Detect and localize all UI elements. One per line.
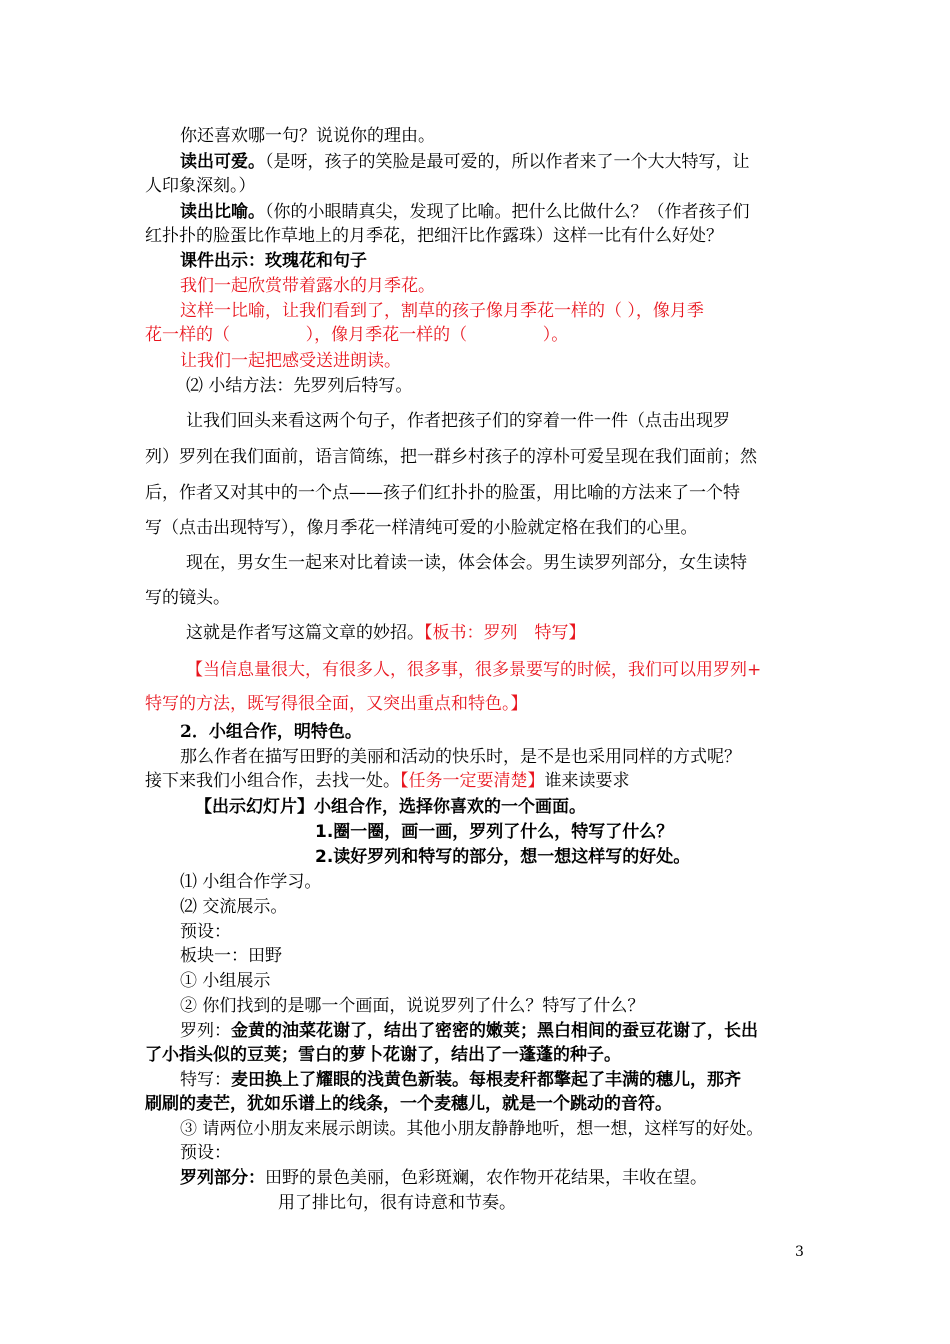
text-line: 你还喜欢哪一句？说说你的理由。 (180, 126, 435, 146)
text-line: 预设： (180, 922, 231, 942)
red-text-line: 我们一起欣赏带着露水的月季花。 (180, 276, 435, 296)
text-span: 接下来我们小组合作，去找一处。 (145, 771, 400, 791)
text-line (180, 1068, 845, 1092)
text-line: 写的镜头。 (145, 588, 230, 608)
slide-text: 1.圈一圈，画一画，罗列了什么，特写了什么？ (315, 822, 674, 842)
red-text-line: 让我们一起把感受送进朗读。 (180, 351, 401, 371)
bold-quote: 金黄的油菜花谢了，结出了密密的嫩荚；黑白相间的蚕豆花谢了，长出 (231, 1021, 758, 1041)
text-line: 预设： (180, 1143, 231, 1163)
bold-quote: 刷刷的麦芒，犹如乐谱上的线条，一个麦穗儿，就是一个跳动的音符。 (145, 1094, 672, 1114)
text-line: 用了排比句，很有诗意和节奏。 (278, 1193, 516, 1213)
bold-label: 罗列部分： (180, 1168, 265, 1188)
red-text-span: 【任务一定要清楚】 (400, 771, 545, 791)
page-number: 3 (795, 1244, 804, 1260)
text-line: 人印象深刻。） (145, 176, 256, 196)
text-span: 罗列： (180, 1021, 231, 1041)
red-text-line: 花一样的（ ），像月季花一样的（ ）。 (145, 325, 569, 345)
text-line (180, 1019, 845, 1043)
text-line: 列）罗列在我们面前，语言简练，把一群乡村孩子的淳朴可爱呈现在我们面前；然 (145, 447, 757, 467)
text-line: 那么作者在描写田野的美丽和活动的快乐时，是不是也采用同样的方式呢？ (180, 747, 741, 767)
bold-quote: 了小指头似的豆荚；雪白的萝卜花谢了，结出了一蓬蓬的种子。 (145, 1045, 621, 1065)
text-line: 现在，男女生一起来对比着读一读，体会体会。男生读罗列部分，女生读特 (186, 553, 747, 573)
text-line: 写（点击出现特写），像月季花一样清纯可爱的小脸就定格在我们的心里。 (145, 518, 698, 538)
text-line: 让我们回头来看这两个句子，作者把孩子们的穿着一件一件（点击出现罗 (186, 411, 730, 431)
text-line: 板块一：田野 (180, 946, 282, 966)
text-line: ⑵ 交流展示。 (180, 897, 288, 917)
text-span: 田野的景色美丽，色彩斑斓，农作物开花结果，丰收在望。 (265, 1168, 707, 1188)
bold-label: 读出可爱。 (180, 152, 265, 172)
slide-text: 【出示幻灯片】小组合作，选择你喜欢的一个画面。 (195, 797, 586, 817)
red-text-line: 【当信息量很大，有很多人，很多事，很多景要写的时候，我们可以用罗列+ (186, 660, 762, 680)
text-line: 红扑扑的脸蛋比作草地上的月季花，把细汗比作露珠）这样一比有什么好处？ (145, 226, 723, 246)
text-span: 特写： (180, 1070, 231, 1090)
text-line (186, 621, 851, 645)
text-line: ② 你们找到的是哪一个画面，说说罗列了什么？特写了什么？ (180, 996, 645, 1016)
text-line (180, 200, 845, 224)
red-text-line: 特写的方法，既写得很全面，又突出重点和特色。】 (145, 694, 528, 714)
slide-text: 2.读好罗列和特写的部分，想一想这样写的好处。 (315, 847, 691, 867)
red-text-line: 这样一比喻，让我们看到了，割草的孩子像月季花一样的（ ），像月季 (180, 301, 704, 321)
text-line: ⑴ 小组合作学习。 (180, 872, 322, 892)
text-span: 这就是作者写这篇文章的妙招。 (186, 623, 424, 643)
bold-quote: 麦田换上了耀眼的浅黄色新装。每根麦秆都擎起了丰满的穗儿，那齐 (231, 1070, 741, 1090)
text-line (180, 1166, 845, 1190)
text-line: ③ 请两位小朋友来展示朗读。其他小朋友静静地听，想一想，这样写的好处。 (180, 1119, 764, 1139)
text-line: 后，作者又对其中的一个点——孩子们红扑扑的脸蛋，用比喻的方法来了一个特 (145, 483, 740, 503)
text-span: （是呀，孩子的笑脸是最可爱的，所以作者来了一个大大特写，让 (265, 152, 750, 172)
text-span: 谁来读要求 (544, 771, 630, 791)
courseware-heading: 课件出示：玫瑰花和句子 (180, 251, 367, 271)
bold-label: 读出比喻。 (180, 202, 265, 222)
text-line: ① 小组展示 (180, 971, 271, 991)
text-line (145, 769, 810, 793)
section-heading: 2．小组合作，明特色。 (180, 722, 362, 742)
text-span: （你的小眼睛真尖，发现了比喻。把什么比做什么？（作者孩子们 (265, 202, 750, 222)
text-line: ⑵ 小结方法：先罗列后特写。 (186, 376, 413, 396)
board-writing: 【板书：罗列 特写】 (424, 623, 586, 643)
text-line (180, 150, 845, 174)
